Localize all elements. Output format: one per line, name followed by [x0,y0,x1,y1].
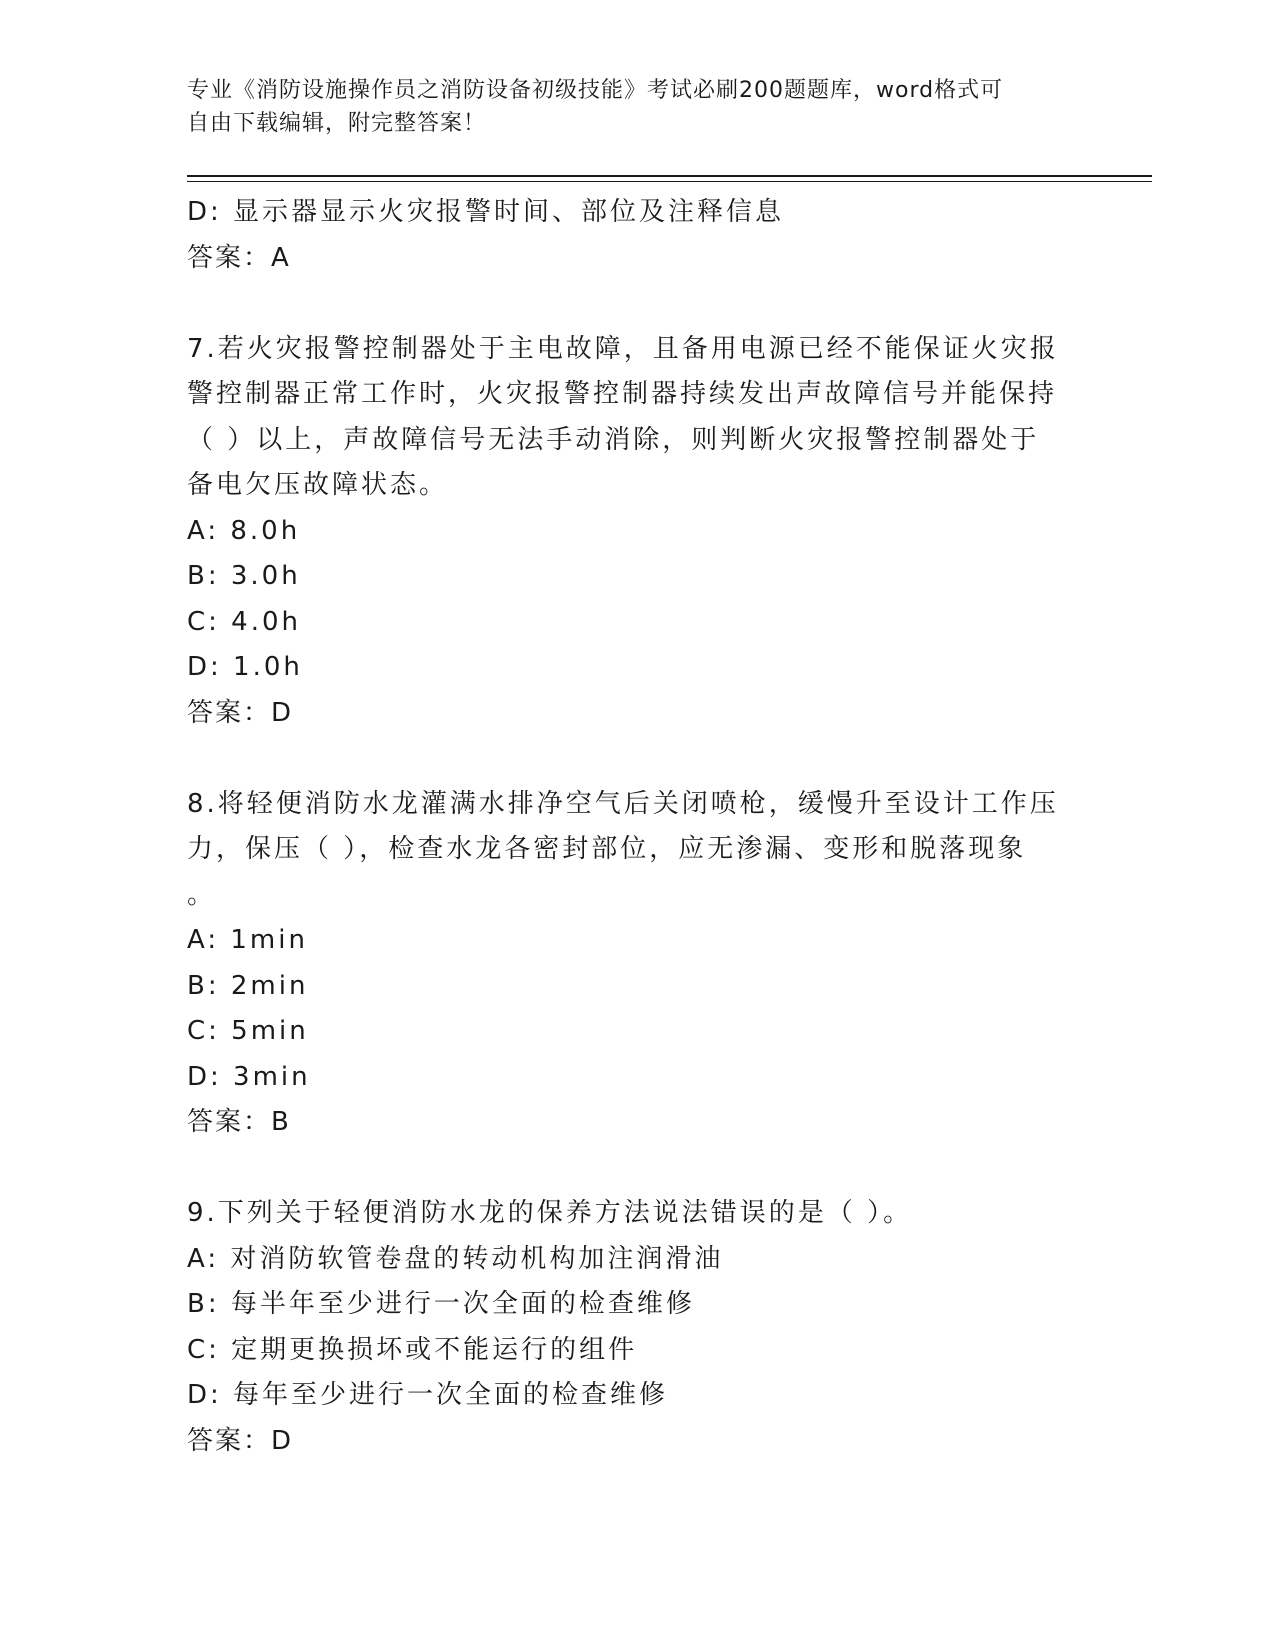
question-content [187,190,1067,1464]
header-line-1: 专业《消防设施操作员之消防设备初级技能》考试必刷200题题库，word格式可 [187,78,1004,103]
option-a: A: 1min [187,925,308,955]
question-line: 9.下列关于轻便消防水龙的保养方法说法错误的是（ ）。 [187,1198,913,1228]
option-c: C: 定期更换损坏或不能运行的组件 [187,1334,638,1365]
answer: 答案：D [187,1425,294,1456]
document-header [187,74,1067,140]
question-8 [187,782,1067,1146]
option-c: C: 5min [187,1016,309,1046]
question-line: 警控制器正常工作时，火灾报警控制器持续发出声故障信号并能保持 [187,379,1058,409]
option-b: B: 每半年至少进行一次全面的检查维修 [187,1289,695,1319]
header-rule-thick [187,175,1152,177]
question-7 [187,327,1067,737]
option-d: D: 1.0h [187,652,303,682]
header-rule-thin [187,181,1152,182]
option-d: D: 每年至少进行一次全面的检查维修 [187,1380,669,1410]
question-line: 。 [187,879,217,910]
question-line: 8.将轻便消防水龙灌满水排净空气后关闭喷枪，缓慢升至设计工作压 [187,788,1059,819]
question-line: 备电欠压故障状态。 [187,470,449,500]
header-line-2: 自由下载编辑，附完整答案！ [187,111,487,136]
answer: 答案：B [187,1107,291,1137]
spacer [187,1146,1067,1192]
option-a: A: 对消防软管卷盘的转动机构加注润滑油 [187,1243,724,1274]
spacer [187,736,1067,782]
question-line: 力，保压（ ），检查水龙各密封部位，应无渗漏、变形和脱落现象 [187,834,1027,864]
partial-option-d: D: 显示器显示火灾报警时间、部位及注释信息 [187,197,785,227]
option-a: A: 8.0h [187,515,301,546]
option-c: C: 4.0h [187,606,302,637]
partial-answer: 答案：A [187,242,291,273]
spacer [187,281,1067,327]
answer: 答案：D [187,697,294,728]
question-line: （ ）以上，声故障信号无法手动消除，则判断火灾报警控制器处于 [187,424,1040,455]
option-d: D: 3min [187,1061,311,1092]
option-b: B: 3.0h [187,561,301,591]
option-b: B: 2min [187,970,309,1001]
question-line: 7.若火灾报警控制器处于主电故障，且备用电源已经不能保证火灾报 [187,333,1059,364]
question-9 [187,1191,1067,1464]
